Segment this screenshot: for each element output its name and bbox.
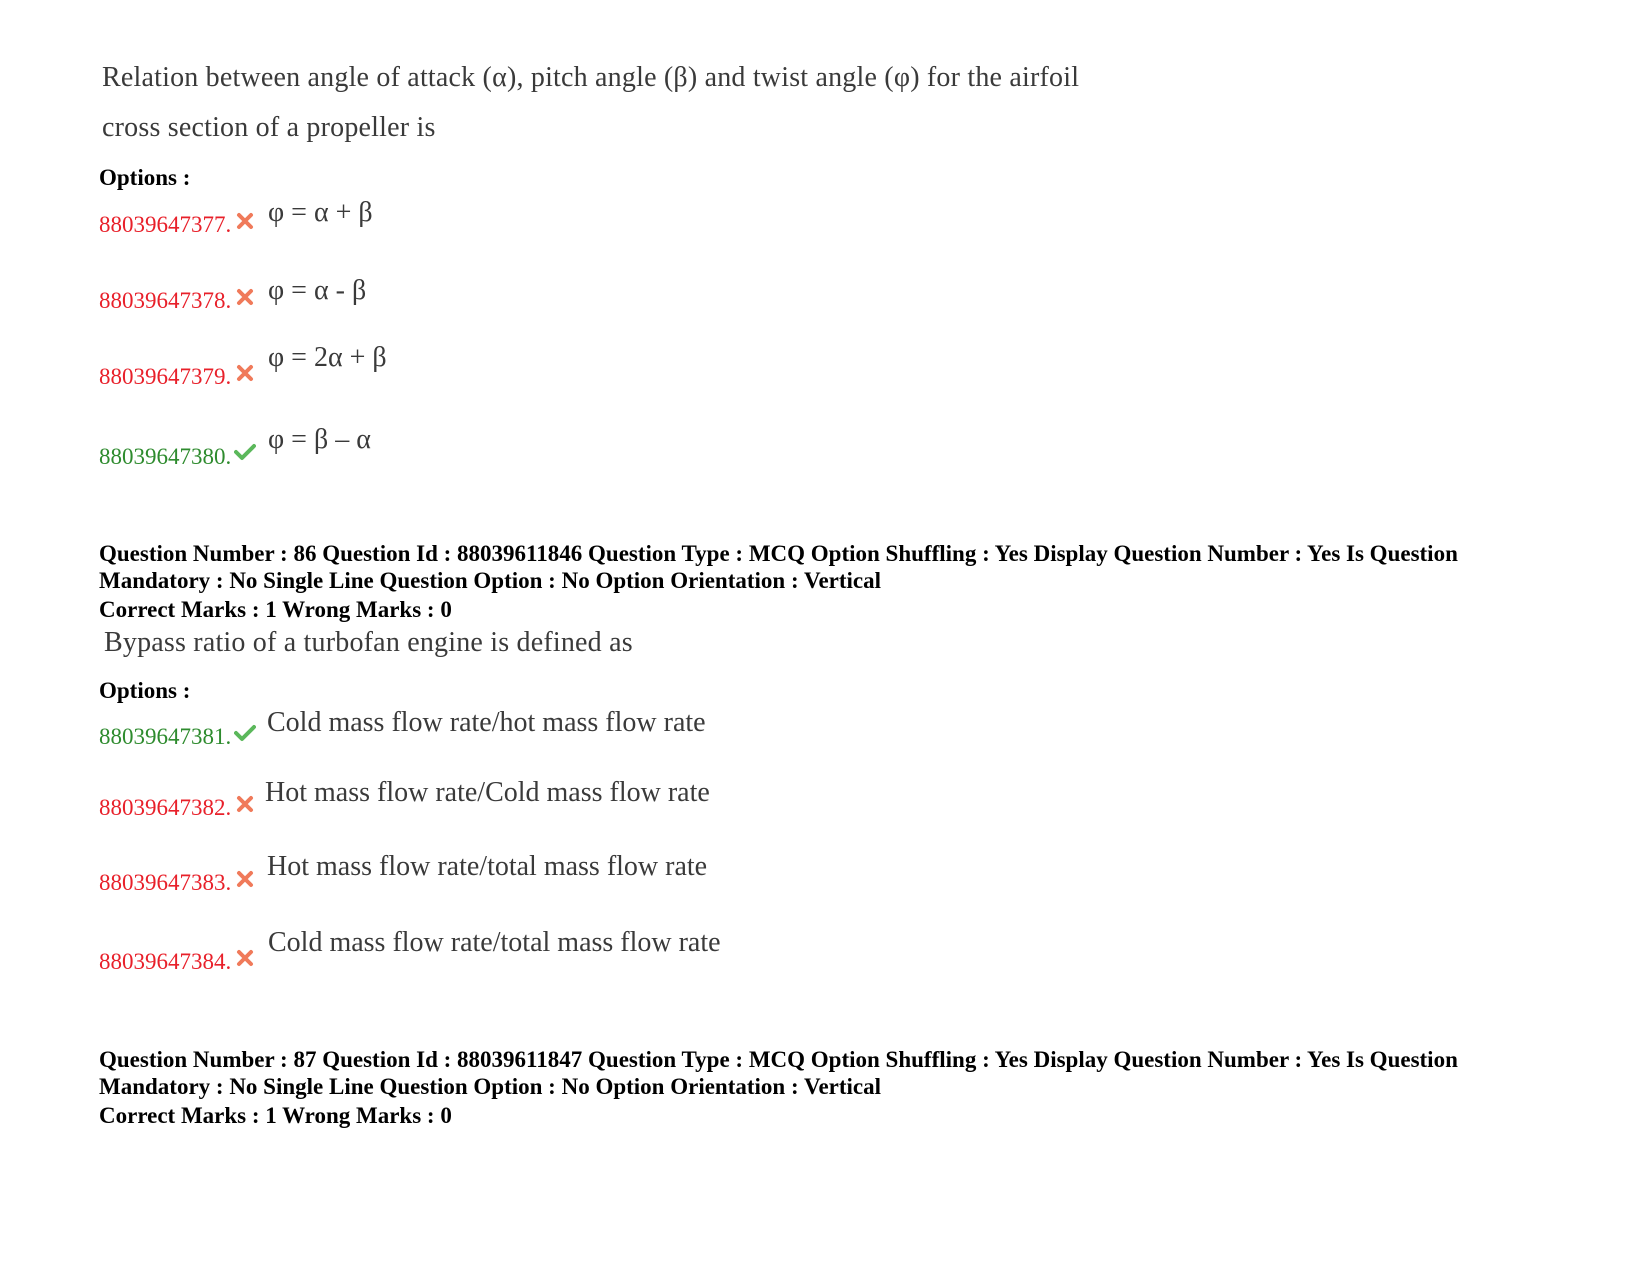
option-id: 88039647384.	[99, 949, 232, 974]
option-id: 88039647383.	[99, 870, 232, 895]
check-icon	[234, 443, 256, 461]
question-meta: Question Number : 86 Question Id : 88039611846 Question Type : MCQ Option Shuffling : Yes Display Question Number : Yes Is Question Mandatory : No Single Line Question Option : No Option Orientation : Vertical	[99, 541, 1458, 593]
option-text: φ = β – α	[268, 424, 371, 455]
option-id: 88039647377.	[99, 212, 232, 237]
option-text: φ = α - β	[268, 275, 367, 306]
option-text: φ = 2α + β	[268, 342, 387, 373]
cross-icon	[236, 288, 254, 306]
cross-icon	[236, 949, 254, 967]
option-text: φ = α + β	[268, 197, 373, 228]
question-text-line2: cross section of a propeller is	[102, 112, 436, 143]
option-id: 88039647381.	[99, 724, 232, 749]
cross-icon	[236, 364, 254, 382]
option-text: Cold mass flow rate/total mass flow rate	[268, 927, 721, 958]
options-label: Options :	[99, 678, 191, 703]
question-text: Bypass ratio of a turbofan engine is defined as	[104, 627, 633, 658]
question-meta: Question Number : 87 Question Id : 88039611847 Question Type : MCQ Option Shuffling : Yes Display Question Number : Yes Is Question Mandatory : No Single Line Question Option : No Option Orientation : Vertical	[99, 1047, 1458, 1099]
option-text: Cold mass flow rate/hot mass flow rate	[267, 707, 706, 738]
question-text-line1: Relation between angle of attack (α), pitch angle (β) and twist angle (φ) for the airfoil	[102, 62, 1080, 93]
cross-icon	[236, 870, 254, 888]
option-id: 88039647379.	[99, 364, 232, 389]
check-icon	[234, 724, 256, 742]
options-label: Options :	[99, 165, 191, 190]
option-id: 88039647378.	[99, 288, 232, 313]
cross-icon	[236, 212, 254, 230]
option-text: Hot mass flow rate/Cold mass flow rate	[265, 777, 710, 808]
cross-icon	[236, 795, 254, 813]
question-marks: Correct Marks : 1 Wrong Marks : 0	[99, 1103, 452, 1128]
question-marks: Correct Marks : 1 Wrong Marks : 0	[99, 597, 452, 622]
option-text: Hot mass flow rate/total mass flow rate	[267, 851, 708, 882]
option-id: 88039647380.	[99, 444, 232, 469]
option-id: 88039647382.	[99, 795, 232, 820]
